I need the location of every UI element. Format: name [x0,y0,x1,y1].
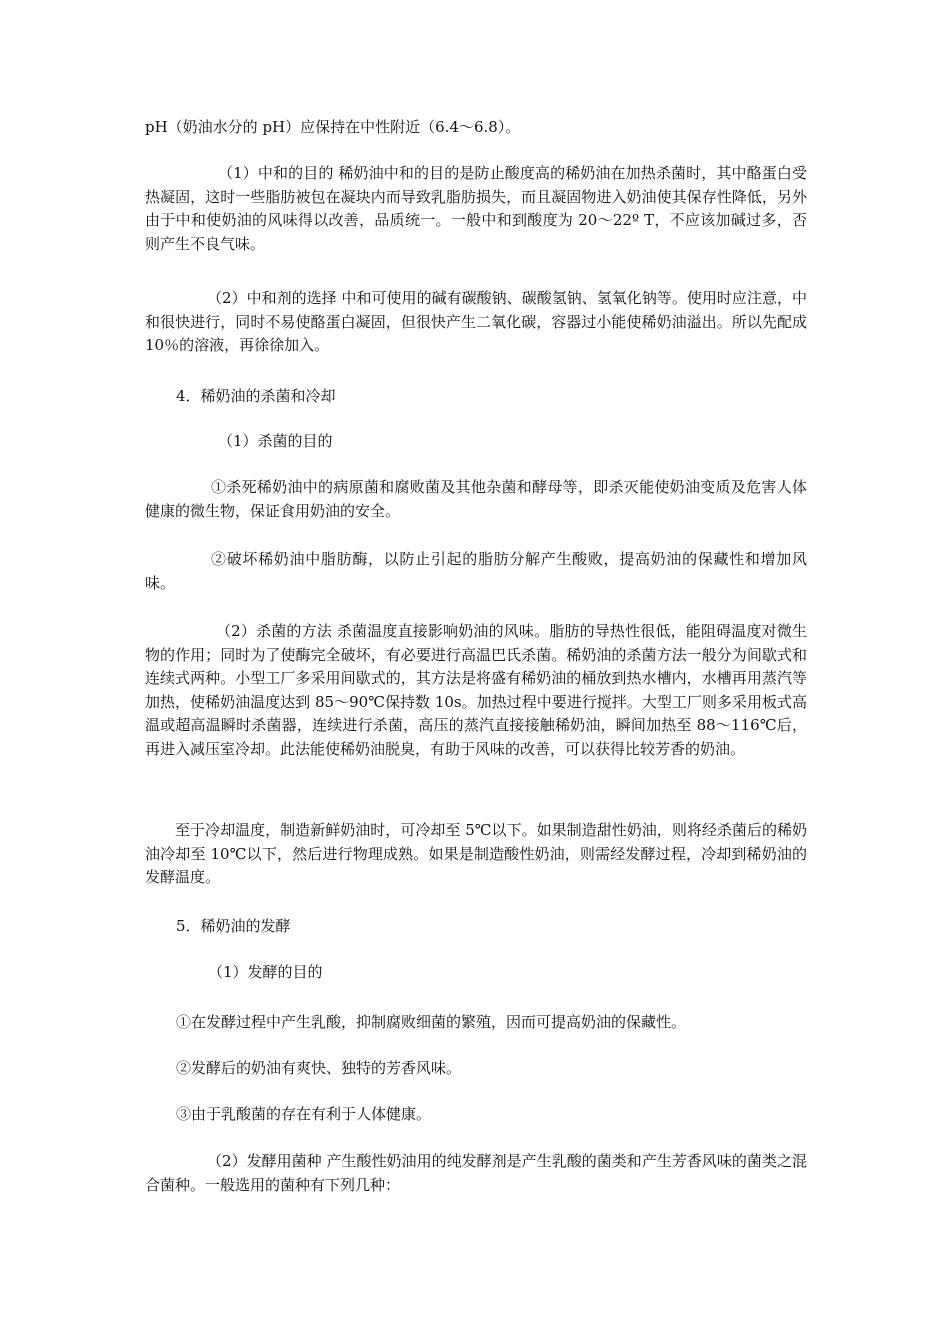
ferment-point-3: ③由于乳酸菌的存在有利于人体健康。 [176,1105,432,1123]
sterilize-method-paragraph: （2）杀菌的方法 杀菌温度直接影响奶油的风味。脂肪的导热性很低，能阻碍温度对微生物的作用；同时为了使酶完全破坏，有必要进行高温巴氏杀菌。稀奶油的杀菌方法一般分为间歇式和连续式两种。小型工厂多采用间歇式的，其方法是将盛有稀奶油的桶放到热水槽内，水槽再用蒸汽等加热，使稀奶油温度达到 85～90℃保持数 10s。加热过程中要进行搅拌。大型工厂则多采用板式高温或超高温瞬时杀菌器，连续进行杀菌，高压的蒸汽直接接触稀奶油，瞬间加热至 88～116℃后，再进入减压室冷却。此法能使稀奶油脱臭，有助于风味的改善，可以获得比较芳香的奶油。 [145,622,807,758]
ph-paragraph: pH（奶油水分的 pH）应保持在中性附近（6.4～6.8）。 [145,118,521,136]
ferment-strain-paragraph: （2）发酵用菌种 产生酸性奶油用的纯发酵剂是产生乳酸的菌类和产生芳香风味的菌类之混合菌种。一般选用的菌种有下列几种： [145,1152,807,1194]
ferment-point-2: ②发酵后的奶油有爽快、独特的芳香风味。 [176,1059,462,1077]
cooling-paragraph: 至于冷却温度，制造新鲜奶油时，可冷却至 5℃以下。如果制造甜性奶油，则将经杀菌后的稀奶油冷却至 10℃以下，然后进行物理成熟。如果是制造酸性奶油，则需经发酵过程，冷却到稀奶油的发酵温度。 [145,821,807,886]
sterilize-point-1: ①杀死稀奶油中的病原菌和腐败菌及其他杂菌和酵母等，即杀灭能使奶油变质及危害人体健康的微生物，保证食用奶油的安全。 [145,478,807,520]
section-heading-5: 5．稀奶油的发酵 [176,917,291,935]
sterilize-point-2: ②破坏稀奶油中脂肪酶，以防止引起的脂肪分解产生酸败，提高奶油的保藏性和增加风味。 [145,550,807,592]
sterilize-purpose-heading: （1）杀菌的目的 [218,432,333,450]
neutralizer-choice-paragraph: （2）中和剂的选择 中和可使用的碱有碳酸钠、碳酸氢钠、氢氧化钠等。使用时应注意，中和很快进行，同时不易使酪蛋白凝固，但很快产生二氧化碳，容器过小能使稀奶油溢出。所以先配成 10％的溶液，再徐徐加入。 [145,289,807,354]
neutralize-purpose-paragraph: （1）中和的目的 稀奶油中和的目的是防止酸度高的稀奶油在加热杀菌时，其中酪蛋白受热凝固，这时一些脂肪被包在凝块内而导致乳脂肪损失，而且凝固物进入奶油使其保存性降低，另外由于中和使奶油的风味得以改善，品质统一。一般中和到酸度为 20～22º T，不应该加碱过多，否则产生不良气味。 [145,164,807,253]
ferment-point-1: ①在发酵过程中产生乳酸，抑制腐败细菌的繁殖，因而可提高奶油的保藏性。 [176,1013,687,1031]
ferment-purpose-heading: （1）发酵的目的 [208,963,323,981]
section-heading-4: 4．稀奶油的杀菌和冷却 [176,387,336,405]
